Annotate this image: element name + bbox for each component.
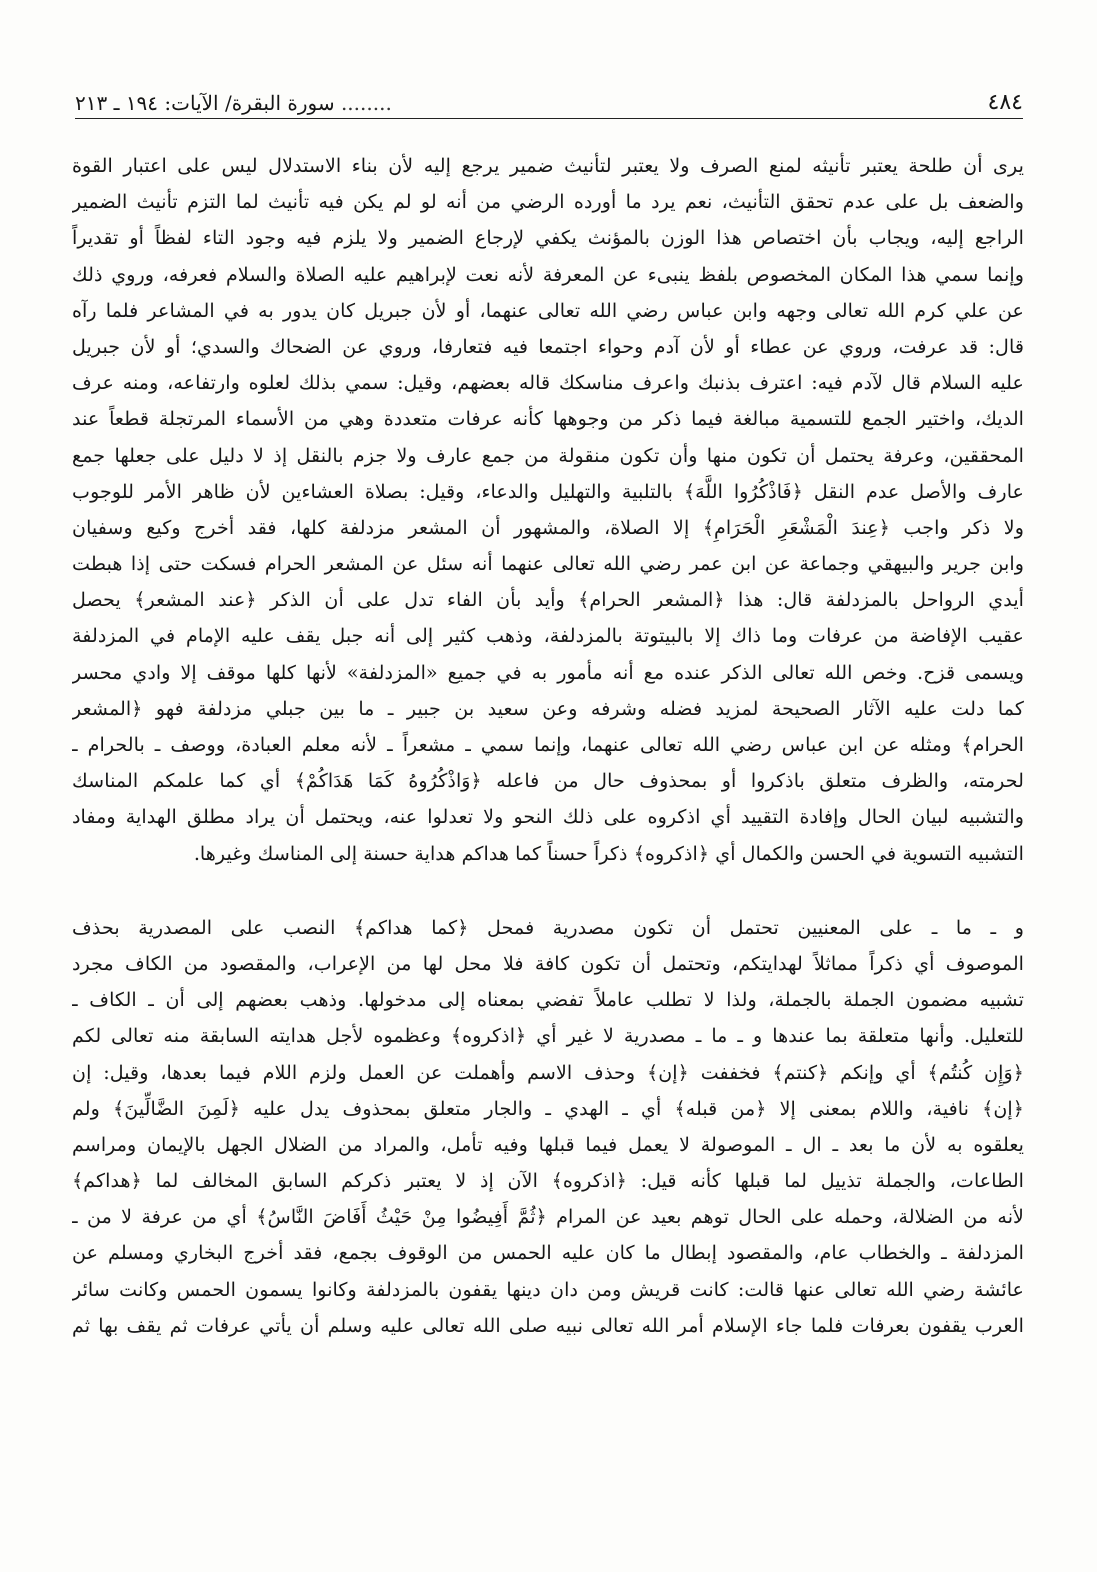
text-line: ولا ذكر واجب ﴿عِندَ الْمَشْعَرِ الْحَرَامِ﴾ إلا الصلاة، والمشهور أن المشعر مزدلفة كلها، فقد أخرج وكيع وسفيان bbox=[72, 515, 1024, 539]
text-line: عقيب الإفاضة من عرفات وما ذاك إلا بالبيتوتة بالمزدلفة، وذهب كثير إلى أنه جبل يقف عليه الإمام في المزدلفة bbox=[72, 624, 1024, 648]
page-number: ٤٨٤ bbox=[987, 90, 1023, 115]
text-line: ويسمى قزح. وخص الله تعالى الذكر عنده مع أنه مأمور به في جميع «المزدلفة» لأنها كلها موقف إلا وادي محسر bbox=[72, 660, 1024, 684]
text-line: وإنما سمي هذا المكان المخصوص بلفظ ينبىء عن المعرفة لأنه نعت لإبراهيم عليه الصلاة والسلام فعرفه، وروي ذلك bbox=[72, 262, 1024, 286]
text-line: والضعف بل على عدم تحقق التأنيث، نعم يرد ما أورده الرضي من أنه لو لم يكن فيه تأنيث لما التزم تأنيث الضمير bbox=[72, 190, 1024, 214]
text-line: قال: قد عرفت، وروي عن عطاء أو لأن آدم وحواء اجتمعا فيه فتعارفا، وروي عن الضحاك والسدي؛ أو لأن جبريل bbox=[72, 334, 1024, 358]
text-line: وابن جرير والبيهقي وجماعة عن ابن عمر رضي الله تعالى عنهما أنه سئل عن المشعر الحرام فسكت حتى إذا هبطت bbox=[72, 552, 1024, 576]
text-line: المزدلفة ـ والخطاب عام، والمقصود إبطال ما كان عليه الحمس من الوقوف بجمع، فقد أخرج البخاري ومسلم عن bbox=[72, 1241, 1024, 1265]
text-line: تشبيه مضمون الجملة بالجملة، ولذا لا تطلب عاملاً تفضي بمعناه إلى مدخولها. وذهب بعضهم إلى أن ـ الكاف ـ bbox=[72, 988, 1024, 1012]
text-line: يعلقوه به لأن ما بعد ـ ال ـ الموصولة لا يعمل فيما قبلها وفيه تأمل، والمراد من الضلال الجهل بالإيمان ومراسم bbox=[72, 1132, 1024, 1156]
text-line: أيدي الرواحل بالمزدلفة قال: هذا ﴿المشعر الحرام﴾ وأيد بأن الفاء تدل على أن الذكر ﴿عند المشعر﴾ يحصل bbox=[72, 588, 1024, 612]
text-line: ﴿إن﴾ نافية، واللام بمعنى إلا ﴿من قبله﴾ أي ـ الهدي ـ والجار متعلق بمحذوف يدل عليه ﴿لَمِنَ الضَّالِّينَ﴾ ولم bbox=[72, 1096, 1024, 1120]
text-line: التشبيه التسوية في الحسن والكمال أي ﴿اذكروه﴾ ذكراً حسناً كما هداكم هداية حسنة إلى المناسك وغيرها. bbox=[193, 841, 1024, 865]
text-line: عارف والأصل عدم النقل ﴿فَاذْكُرُوا اللَّهَ﴾ بالتلبية والتهليل والدعاء، وقيل: بصلاة العشاءين لأن ظاهر الأمر للوجوب bbox=[72, 479, 1024, 503]
text-line: للتعليل. وأنها متعلقة بما عندها و ـ ما ـ مصدرية لا غير أي ﴿اذكروه﴾ وعظموه لأجل هدايته السابقة منه تعالى لكم bbox=[72, 1024, 1024, 1048]
text-line: يرى أن طلحة يعتبر تأنيثه لمنع الصرف ولا يعتبر لتأنيث ضمير يرجع إليه لأن بناء الاستدلال ليس على اعتبار القوة bbox=[72, 154, 1024, 177]
text-line: عائشة رضي الله تعالى عنها قالت: كانت قريش ومن دان دينها يقفون بالمزدلفة وكانوا يسمون الحمس وكانت سائر bbox=[72, 1277, 1024, 1301]
text-line: عن علي كرم الله تعالى وجهه وابن عباس رضي الله تعالى عنهما، أو لأن جبريل كان يدور به في المشاعر فلما رآه bbox=[72, 298, 1024, 322]
text-line: والتشبيه لبيان الحال وإفادة التقييد أي اذكروه على ذلك النحو ولا تعدلوا عنه، ويحتمل أن يراد مطلق الهداية ومفاد bbox=[72, 805, 1024, 829]
text-line: المحققين، وعرفة يحتمل أن تكون منها وأن تكون منقولة من جمع عارف ولا جزم بالنقل إذ لا دليل على جعلها جمع bbox=[72, 443, 1024, 467]
page-header bbox=[75, 82, 1023, 119]
body-text bbox=[72, 148, 1024, 1344]
header-leader-dots: ........ bbox=[340, 91, 392, 115]
paragraph-1 bbox=[72, 148, 1024, 872]
text-line: لأنه من الضلالة، وحمله على الحال توهم بعيد عن المرام ﴿ثُمَّ أَفِيضُوا مِنْ حَيْثُ أَفَاضَ النَّاسُ﴾ أي من عرفة لا من ـ bbox=[72, 1205, 1024, 1229]
running-head-wrap bbox=[75, 88, 392, 118]
text-line: الطاعات، والجملة تذييل لما قبلها كأنه قيل: ﴿اذكروه﴾ الآن إذ لا يعتبر ذكركم السابق المخالف لما ﴿هداكم﴾ bbox=[72, 1169, 1024, 1193]
text-line: الحرام﴾ ومثله عن ابن عباس رضي الله تعالى عنهما، وإنما سمي ـ مشعراً ـ لأنه معلم العبادة، ووصف ـ بالحرام ـ bbox=[72, 733, 1024, 756]
text-line: و ـ ما ـ على المعنيين تحتمل أن تكون مصدرية فمحل ﴿كما هداكم﴾ النصب على المصدرية بحذف bbox=[72, 915, 1024, 939]
text-line: الراجع إليه، ويجاب بأن اختصاص هذا الوزن بالمؤنث يكفي لإرجاع الضمير ولا يلزم فيه وجود التاء لفظاً أو تقديراً bbox=[72, 226, 1024, 250]
text-line: ﴿وَإِن كُنتُم﴾ أي وإنكم ﴿كنتم﴾ فخففت ﴿إن﴾ وحذف الاسم وأهملت عن العمل ولزم اللام فيما بعدها، وقيل: إن bbox=[72, 1060, 1024, 1084]
text-line: كما دلت عليه الآثار الصحيحة لمزيد فضله وشرفه وعن سعيد بن جبير ـ ما بين جبلي مزدلفة فهو ﴿المشعر bbox=[72, 696, 1024, 720]
text-line: الموصوف أي ذكراً مماثلاً لهدايتكم، وتحتمل أن تكون كافة فلا محل لها من الإعراب، والمقصود من الكاف مجرد bbox=[72, 951, 1024, 975]
text-line: لحرمته، والظرف متعلق باذكروا أو بمحذوف حال من فاعله ﴿وَاذْكُرُوهُ كَمَا هَدَاكُمْ﴾ أي كما علمكم المناسك bbox=[72, 769, 1024, 793]
paragraph-2 bbox=[72, 910, 1024, 1344]
text-line: الديك، واختير الجمع للتسمية مبالغة فيما ذكر من وجوهها كأنه عرفات متعددة وهي من الأسماء المرتجلة قطعاً عند bbox=[72, 407, 1024, 431]
text-line: عليه السلام قال لآدم فيه: اعترف بذنبك واعرف مناسكك قاله بعضهم، وقيل: سمي بذلك لعلوه وارتفاعه، ومنه عرف bbox=[72, 371, 1024, 395]
text-line: العرب يقفون بعرفات فلما جاء الإسلام أمر الله تعالى نبيه صلى الله تعالى عليه وسلم أن يأتي عرفات ثم يقف بها ثم bbox=[72, 1313, 1024, 1337]
running-head: سورة البقرة/ الآيات: ١٩٤ ـ ٢١٣ bbox=[75, 91, 335, 115]
